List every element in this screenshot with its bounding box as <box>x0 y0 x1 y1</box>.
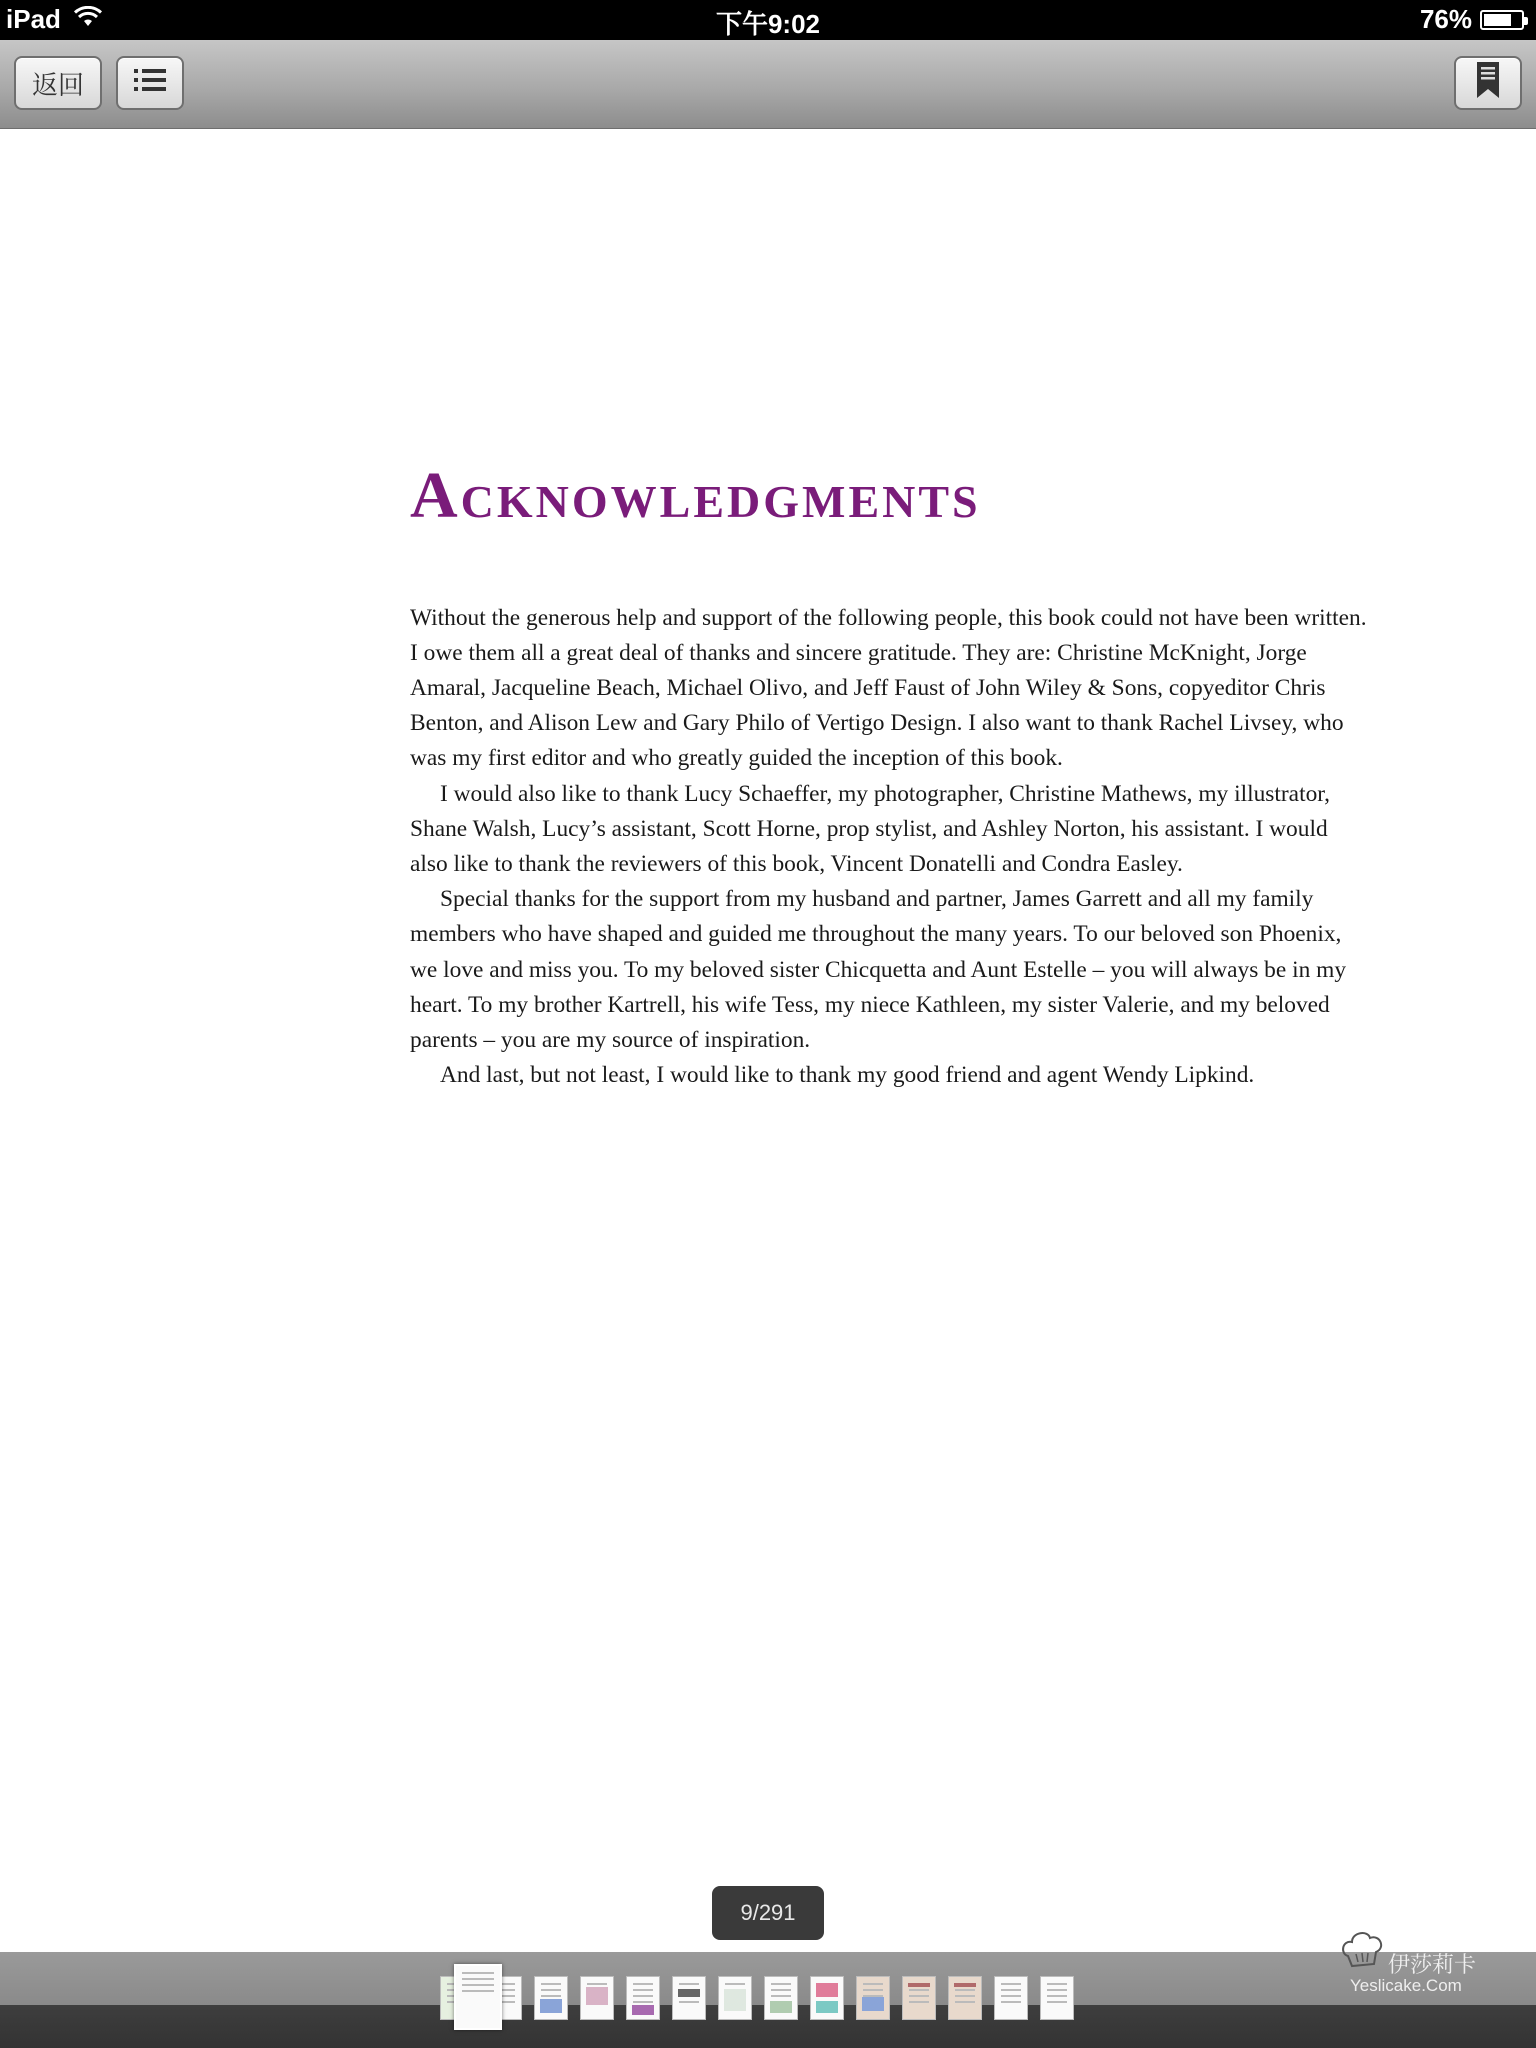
thumbnail-text-line <box>955 2001 975 2003</box>
page-thumbnail[interactable] <box>718 1976 752 2020</box>
table-of-contents-button[interactable] <box>116 56 184 110</box>
thumbnail-text-line <box>863 1989 883 1991</box>
thumbnail-text-line <box>679 1983 699 1985</box>
thumbnail-text-line <box>679 2001 699 2003</box>
list-icon <box>133 66 167 101</box>
page-thumbnail[interactable] <box>994 1976 1028 2020</box>
thumbnail-text-line <box>1047 1983 1067 1985</box>
thumbnail-text-line <box>462 1984 494 1986</box>
page-thumbnail[interactable] <box>672 1976 706 2020</box>
thumbnail-text-line <box>633 1989 653 1991</box>
reader-toolbar <box>0 40 1536 129</box>
thumbnail-image-block <box>586 1987 608 2005</box>
page-thumbnail[interactable] <box>948 1976 982 2020</box>
thumbnail-text-line <box>955 1989 975 1991</box>
thumbnail-text-line <box>771 1989 791 1991</box>
thumbnail-image-block <box>632 2005 654 2015</box>
thumbnail-text-line <box>1001 2001 1021 2003</box>
thumbnail-image-block <box>816 1983 838 1997</box>
battery-icon <box>1480 10 1524 30</box>
thumbnail-text-line <box>541 1983 561 1985</box>
page-thumbnail[interactable] <box>810 1976 844 2020</box>
battery-percent: 76% <box>1419 4 1472 34</box>
page-thumbnail[interactable] <box>764 1976 798 2020</box>
page-title: Acknowledgments <box>410 459 981 532</box>
chef-hat-logo-icon <box>1340 1924 1386 1974</box>
thumbnail-text-line <box>462 1978 494 1980</box>
battery-level <box>1484 14 1511 26</box>
bookmark-icon <box>1475 61 1501 106</box>
thumbnail-image-block <box>816 2001 838 2013</box>
thumbnail-current-page[interactable] <box>454 1964 502 2030</box>
back-button[interactable]: 返回 <box>14 56 102 110</box>
thumbnail-image-block <box>954 1983 976 1987</box>
paragraph-4: And last, but not least, I would like to thank my good friend and agent Wendy Lipkind. <box>440 1062 1255 1089</box>
thumbnail-image-block <box>908 1983 930 1987</box>
thumbnail-text-line <box>1047 2001 1067 2003</box>
thumbnail-text-line <box>771 1983 791 1985</box>
thumbnail-image-block <box>678 1989 700 1997</box>
thumbnail-text-line <box>1047 1989 1067 1991</box>
thumbnail-text-line <box>633 1983 653 1985</box>
thumbnail-image-block <box>770 2001 792 2013</box>
page-thumbnail[interactable] <box>902 1976 936 2020</box>
paragraph-3: Special thanks for the support from my husband and partner, James Garrett and all my family members who have shaped and guided me throughout the many years. To our beloved son Phoenix, we love and miss you. To my beloved sister Chicquetta and Aunt Estelle – you will always be in my heart. To my brother Kartrell, his wife Tess, my niece Kathleen, my sister Valerie, and my beloved parents – you are my source of inspiration. <box>410 886 1347 1054</box>
book-page[interactable] <box>410 460 1370 1093</box>
thumbnail-text-line <box>955 1995 975 1997</box>
device-label: iPad <box>6 4 61 34</box>
thumbnail-text-line <box>633 1995 653 1997</box>
thumbnail-text-line <box>541 1989 561 1991</box>
paragraph-1: Without the generous help and support of the following people, this book could not have been written. I owe them all a great deal of thanks and sincere gratitude. They are: Christine McKnight, Jorge Amaral, Jacqueline Beach, Michael Olivo, and Jeff Faust of John Wiley & Sons, copyeditor Chris Benton, and Alison Lew and Gary Philo of Vertigo Design. I also want to thank Rachel Livsey, who was my first editor and who greatly guided the inception of this book. <box>410 604 1367 772</box>
page-thumbnail[interactable] <box>580 1976 614 2020</box>
watermark-en: Yeslicake.Com <box>1350 1976 1462 1995</box>
paragraph-2: I would also like to thank Lucy Schaeffer, my photographer, Christine Mathews, my illustrator, Shane Walsh, Lucy’s assistant, Scott Horne, prop stylist, and Ashley Norton, his assistant. I would also like to thank the reviewers of this book, Vincent Donatelli and Condra Easley. <box>410 780 1330 878</box>
thumbnail-image-block <box>862 1997 884 2011</box>
watermark-cn: 伊莎莉卡 <box>1388 1952 1477 1977</box>
thumbnail-text-line <box>771 1995 791 1997</box>
thumbnail-text-line <box>1001 1995 1021 1997</box>
page-thumbnail[interactable] <box>856 1976 890 2020</box>
thumbnail-text-line <box>909 1989 929 1991</box>
thumbnail-text-line <box>1001 1989 1021 1991</box>
thumbnail-text-line <box>725 1983 745 1985</box>
page-thumbnail-strip[interactable] <box>0 1952 1536 2048</box>
page-counter: 9/291 <box>712 1886 824 1940</box>
thumbnail-text-line <box>462 1990 494 1992</box>
thumbnail-text-line <box>863 1983 883 1985</box>
page-thumbnail[interactable] <box>1040 1976 1074 2020</box>
page-thumbnail[interactable] <box>534 1976 568 2020</box>
thumbnail-text-line <box>541 1995 561 1997</box>
thumbnail-text-line <box>587 1983 607 1985</box>
thumbnail-text-line <box>462 1972 494 1974</box>
watermark <box>1340 1924 1510 1994</box>
thumbnail-text-line <box>1047 1995 1067 1997</box>
status-time: 下午9:02 <box>715 9 821 39</box>
thumbnail-list[interactable] <box>440 1976 1100 2032</box>
thumbnail-image-block <box>724 1989 746 2011</box>
thumbnail-text-line <box>1001 1983 1021 1985</box>
thumbnail-text-line <box>909 1995 929 1997</box>
thumbnail-image-block <box>540 1999 562 2013</box>
bookmark-button[interactable] <box>1454 56 1522 110</box>
page-thumbnail[interactable] <box>626 1976 660 2020</box>
thumbnail-text-line <box>909 2001 929 2003</box>
status-bar <box>0 0 1536 40</box>
thumbnail-text-line <box>633 2001 653 2003</box>
